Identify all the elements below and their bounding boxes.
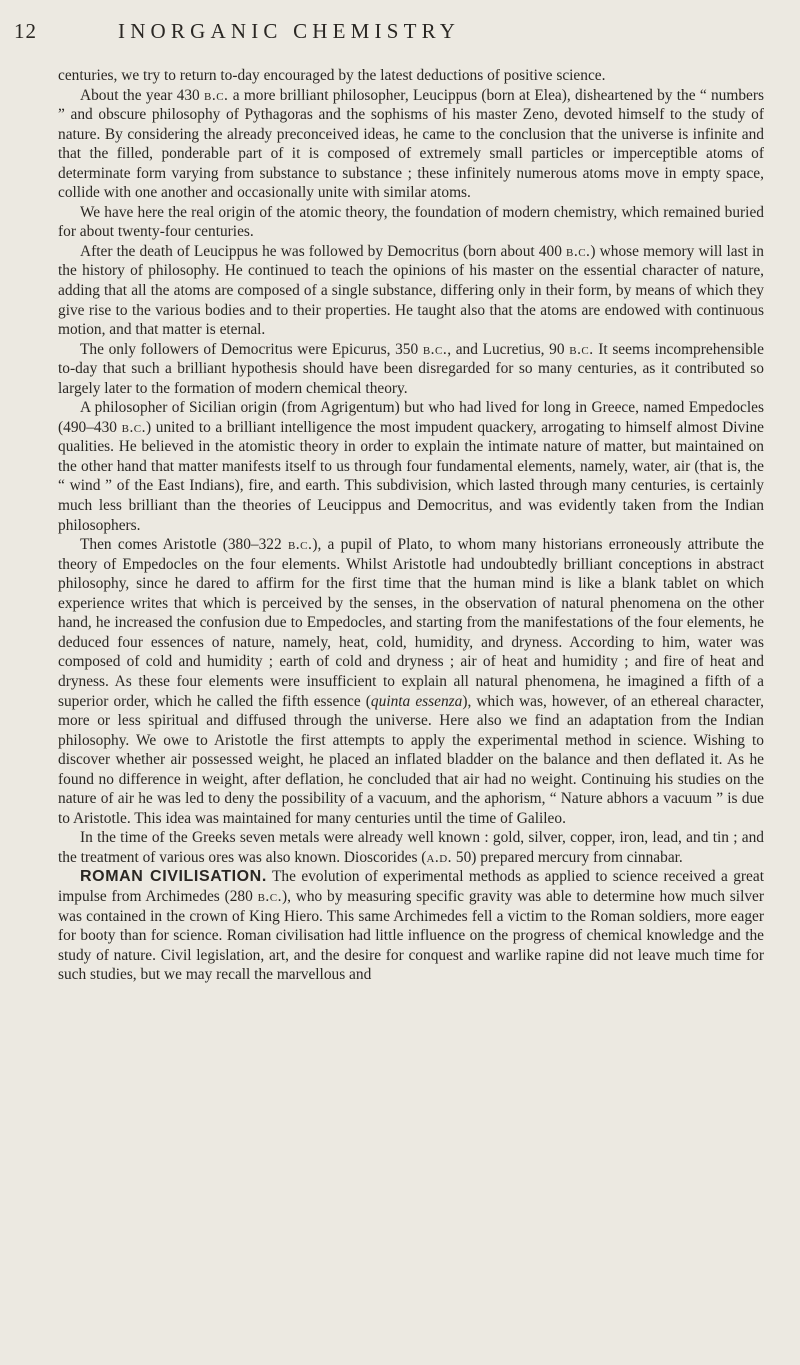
text-run: ) whose memory will last in the history of philosophy. He continued to teach the opinions of his master on the essential character of nature, adding that all the atoms are composed of a single substance, differing only in their form, by means of which they give rise to the various bodies and to their properties. He taught also that the atoms are endowed with continuous motion, and that matter is eternal. [58,242,764,339]
text-run: ), a pupil of Plato, to whom many historians erroneously attribute the theory of Empedocles on the four elements. Whilst Aristotle had undoubtedly brilliant conceptions in abstract philosophy, since he dared to affirm for the first time that the human mind is like a blank tablet on which experience writes that which is perceived by the senses, in the observation of natural phenomena on the other hand, he increased the confusion due to Empedocles, and starting from the manifestations of the four elements, he deduced four essences of nature, namely, heat, cold, humidity, and dryness. According to him, water was composed of cold and humidity ; earth of cold and dryness ; air of heat and humidity ; and fire of heat and dryness. As these four elements were insufficient to explain all natural phenomena, he imagined a fifth of a superior order, which he called the fifth essence ( [58,536,764,710]
text-run: b.c. [257,887,282,905]
paragraph [58,242,764,340]
text-run: ), who by measuring specific gravity was able to determine how much silver was contained in the crown of King Hiero. This same Archimedes fell a victim to the Roman soldiers, more eager for booty than for science. Roman civilisation had little influence on the progress of chemical knowledge and the study of nature. Civil legislation, art, and the desire for conquest and warlike rapine did not leave much time for such studies, but we may recall the marvellous and [58,887,764,984]
text-run: , and Lucretius, 90 [447,340,570,358]
paragraph [58,828,764,867]
paragraph [58,340,764,399]
text-run: A philosopher of Sicilian origin (from Agrigentum) but who had lived for long in Greece, named Empedocles (490–430 [58,399,764,436]
text-run: b.c. [287,536,313,554]
text-run: b.c. [566,242,591,260]
text-run: b.c. [422,340,448,358]
text-run: The only followers of Democritus were Epicurus, 350 [80,340,423,358]
text-run: In the time of the Greeks seven metals were already well known : gold, silver, copper, iron, lead, and tin ; and the treatment of various ores was also known. Dioscorides ( [58,829,764,866]
section-heading: ROMAN CIVILISATION. [80,868,267,886]
text-run: It seems incomprehensible to-day that such a brilliant hypothesis should have been disregarded for so many centuries, as it contributed so largely later to the formation of modern chemical theory. [58,340,764,397]
text-run: a more brilliant philosopher, Leucippus (born at Elea), disheartened by the “ numbers ” and obscure philosophy of Pythagoras and the sophisms of his master Zeno, devoted himself to the study of nature. By considering the already preconceived ideas, he came to the conclusion that the universe is infinite and that the filled, ponderable part of it is composed of extremely small particles or imperceptible atoms of determinate form varying from substance to substance ; these infinitely numerous atoms move in empty space, collide with one another and occasionally unite with similar atoms. [58,86,764,202]
text-run: After the death of Leucippus he was followed by Democritus (born about 400 [80,242,567,260]
paragraph [58,535,764,828]
paragraph [58,867,764,984]
text-run: About the year 430 [80,86,205,104]
paragraph [58,66,764,86]
text-run: quinta essenza [370,692,463,710]
text-run: a.d. [426,848,453,866]
body-text [58,66,764,985]
text-run: ), which was, however, of an ethereal character, more or less spiritual and diffused through the universe. Here also we find an adaptation from the Indian philosophy. We owe to Aristotle the first attempts to apply the experimental method in science. Wishing to discover whether air possessed weight, he placed an inflated bladder on the balance and then deflated it. As he found no difference in weight, after deflation, he concluded that air had no weight. Continuing his studies on the nature of air he was led to deny the possibility of a vacuum, and the aphorism, “ Nature abhors a vacuum ” is due to Aristotle. This idea was maintained for many centuries until the time of Galileo. [58,692,764,827]
running-head: INORGANIC CHEMISTRY [118,19,461,43]
text-run: b.c. [569,340,594,358]
paragraph [58,398,764,535]
paragraph [58,86,764,203]
text-run: b.c. [204,86,229,104]
text-run: ) united to a brilliant intelligence the most impudent quackery, arrogating to himself almost Divine qualities. He believed in the atomistic theory in order to explain the intimate nature of matter, but maintained on the other hand that matter manifests itself to us through four fundamental elements, namely, water, air (that is, the “ wind ” of the East Indians), fire, and earth. This subdivision, which lasted through many centuries, is certainly much less brilliant than the theories of Leucippus and Democritus, and was evidently taken from the Indian philosophers. [58,418,764,534]
text-run: centuries, we try to return to-day encouraged by the latest deductions of positive science. [58,67,606,84]
text-run: b.c. [121,418,146,436]
text-run: Then comes Aristotle (380–322 [80,536,288,554]
text-run: 50) prepared mercury from cinnabar. [452,848,683,866]
text-run: The evolution of experimental methods as applied to science received a great impulse from Archimedes (280 [58,868,764,905]
page-header [14,19,780,49]
paragraph [58,203,764,242]
text-run: We have here the real origin of the atomic theory, the foundation of modern chemistry, which remained buried for about twenty-four centuries. [58,203,764,241]
page-number: 12 [14,19,37,43]
